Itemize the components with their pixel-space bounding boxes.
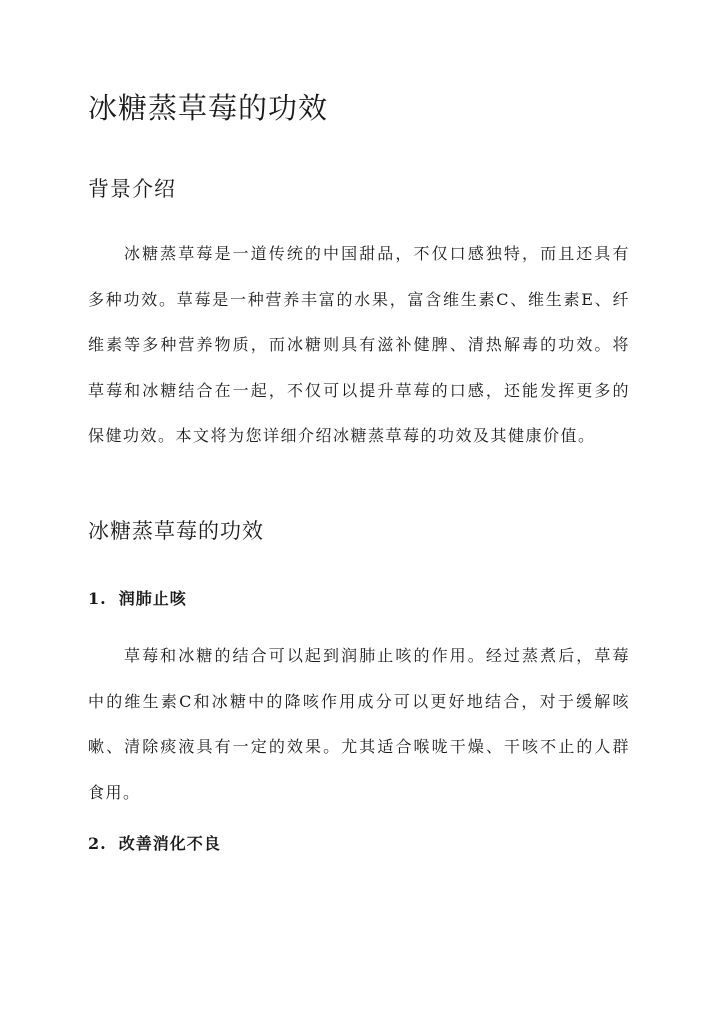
section-heading-background: 背景介绍 <box>88 177 176 201</box>
document-title: 冰糖蒸草莓的功效 <box>88 91 329 125</box>
item-title: 改善消化不良 <box>118 834 221 853</box>
item-number: 2. <box>88 834 107 853</box>
item-heading-2 <box>88 831 221 857</box>
section-heading-benefits: 冰糖蒸草莓的功效 <box>88 519 264 543</box>
item-title: 润肺止咳 <box>118 589 187 608</box>
background-paragraph: 冰糖蒸草莓是一道传统的中国甜品，不仅口感独特，而且还具有多种功效。草莓是一种营养丰富的水果，富含维生素C、维生素E、纤维素等多种营养物质，而冰糖则具有滋补健脾、清热解毒的功效。将草莓和冰糖结合在一起，不仅可以提升草莓的口感，还能发挥更多的保健功效。本文将为您详细介绍冰糖蒸草莓的功效及其健康价值。 <box>88 244 630 445</box>
item-1-paragraph: 草莓和冰糖的结合可以起到润肺止咳的作用。经过蒸煮后，草莓中的维生素C和冰糖中的降咳作用成分可以更好地结合，对于缓解咳嗽、清除痰液具有一定的效果。尤其适合喉咙干燥、干咳不止的人群食用。 <box>88 646 630 802</box>
item-number: 1. <box>88 589 107 608</box>
item-heading-1 <box>88 586 187 612</box>
